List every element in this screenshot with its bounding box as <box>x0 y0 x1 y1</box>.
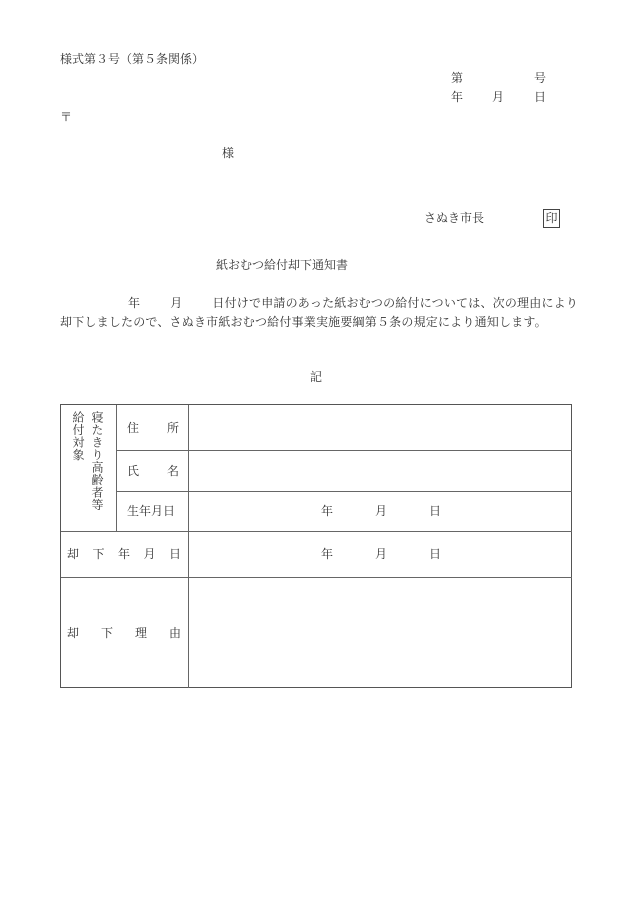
name-field[interactable] <box>191 453 569 489</box>
issue-date-day: 日 <box>534 90 547 104</box>
group-label-outer: 給付対象 <box>71 411 85 461</box>
birthdate-month[interactable]: 月 <box>375 504 388 518</box>
notice-body <box>60 294 580 332</box>
rejection-date-label-char: 年 <box>117 547 130 561</box>
address-label-char-1: 住 <box>127 421 140 435</box>
details-table <box>60 404 572 688</box>
rejection-date-label <box>67 547 181 561</box>
issuer-name: さぬき市長 <box>424 211 485 225</box>
name-label-char-1: 氏 <box>127 464 140 478</box>
doc-number-suffix: 号 <box>534 71 547 85</box>
rejection-date-day[interactable]: 日 <box>429 547 442 561</box>
rejection-date-label-char: 下 <box>92 547 105 561</box>
body-text-line1: 日付けで申請のあった紙おむつの給付については、次の理由 <box>212 296 542 310</box>
body-year: 年 <box>128 296 141 310</box>
recipient-suffix: 様 <box>222 146 235 160</box>
rejection-date-label-char: 却 <box>67 547 80 561</box>
body-text-rest: により却下しましたので、さぬき市紙おむつ給付事業実施要綱第５条の規定により通知します。 <box>60 296 579 329</box>
rejection-date-year[interactable]: 年 <box>321 547 334 561</box>
doc-number-prefix: 第 <box>451 71 464 85</box>
rejection-date-label-char: 月 <box>143 547 156 561</box>
rejection-reason-label-char: 却 <box>67 626 80 640</box>
address-field[interactable] <box>191 407 569 449</box>
group-label-inner: 寝たきり高齢者等 <box>90 411 104 511</box>
rejection-reason-label <box>67 626 181 640</box>
body-month: 月 <box>170 296 183 310</box>
form-number: 様式第３号（第５条関係） <box>60 52 205 66</box>
rejection-reason-field[interactable] <box>191 581 569 685</box>
rejection-reason-label-char: 下 <box>100 626 113 640</box>
postal-mark: 〒 <box>60 110 73 124</box>
rejection-reason-label-char: 理 <box>134 626 147 640</box>
document-title: 紙おむつ給付却下通知書 <box>216 258 349 272</box>
issue-date-month: 月 <box>492 90 505 104</box>
address-label-char-2: 所 <box>166 421 179 435</box>
issue-date-year: 年 <box>451 90 464 104</box>
rejection-date-label-char: 日 <box>168 547 181 561</box>
rejection-reason-label-char: 由 <box>168 626 181 640</box>
rejection-date-month[interactable]: 月 <box>375 547 388 561</box>
address-label <box>127 421 179 435</box>
name-label-char-2: 名 <box>166 464 179 478</box>
ki-label: 記 <box>310 370 323 384</box>
name-label <box>127 464 179 478</box>
birthdate-label: 生年月日 <box>127 504 176 518</box>
seal-mark: 印 <box>543 209 560 228</box>
birthdate-year[interactable]: 年 <box>321 504 334 518</box>
birthdate-day[interactable]: 日 <box>429 504 442 518</box>
